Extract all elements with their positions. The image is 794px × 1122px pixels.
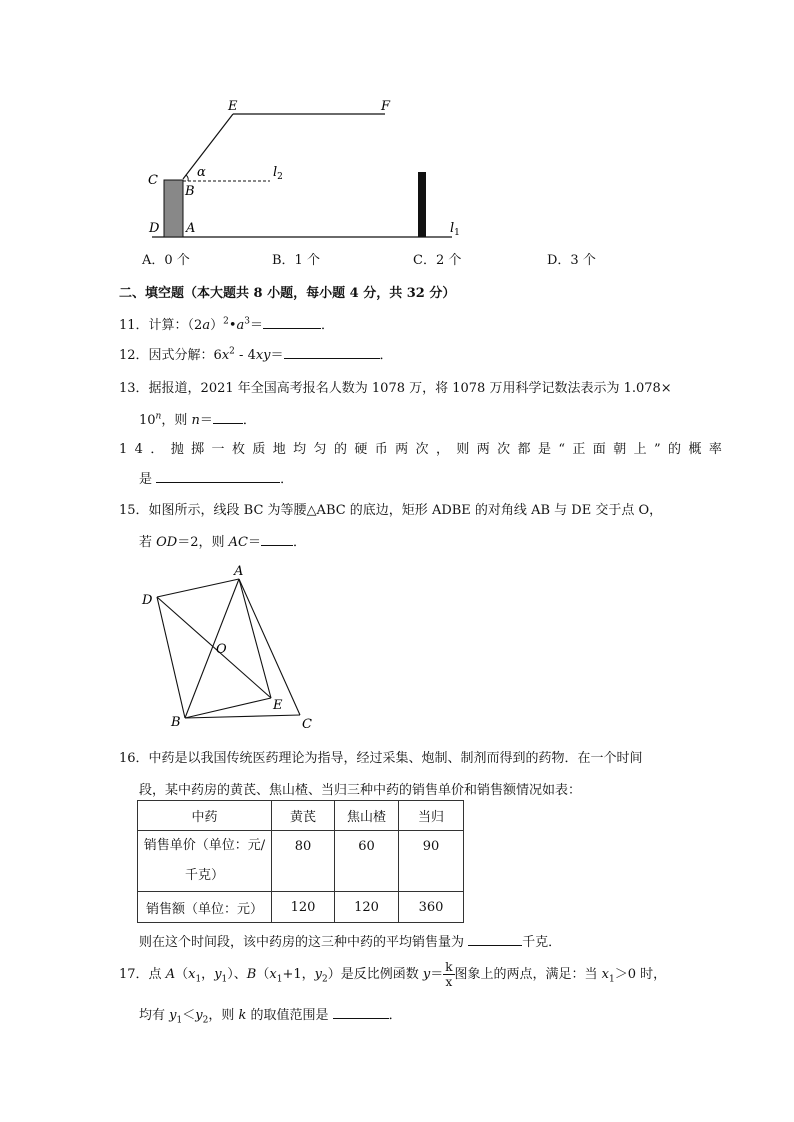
table-cell: 120 — [335, 892, 399, 923]
option-b[interactable]: B．1 个 — [272, 253, 320, 268]
question-17-line-2: 均有 $y_1<y_2$，则 k 的取值范围是 ． — [139, 1008, 402, 1026]
answer-blank-16[interactable] — [468, 933, 522, 946]
table-cell: 销售额（单位：元） — [138, 892, 272, 923]
section-2-title: 二、填空题（本大题共 8 小题，每小题 4 分，共 32 分） — [119, 286, 456, 301]
question-13-line-2: 10$^n$，则 n＝ ． — [139, 411, 256, 428]
question-15-line-2: 若 OD＝2，则 AC＝ ． — [139, 535, 307, 550]
question-16-line-3: 则在这个时间段，该中药房的这三种中药的平均销售量为 千克． — [139, 935, 562, 950]
table-cell: 中药 — [138, 801, 272, 831]
question-15-line-1: 15．如图所示，线段 BC 为等腰△ABC 的底边，矩形 ADBE 的对角线 AB 与 DE 交于点 O， — [119, 503, 663, 518]
segment-ab — [185, 579, 239, 718]
label-c: C — [148, 173, 158, 188]
label-alpha: α — [197, 165, 206, 180]
segment-db — [157, 597, 185, 718]
fraction-k-over-x: $\frac{k}{x}$ — [445, 960, 453, 989]
answer-blank-15[interactable] — [261, 533, 293, 546]
table-row — [138, 892, 464, 923]
answer-blank-12[interactable] — [284, 346, 380, 359]
segment-be — [185, 698, 271, 718]
table-cell: 120 — [272, 892, 335, 923]
label-d: D — [142, 593, 153, 608]
segment-bc — [185, 715, 300, 718]
label-b: B — [171, 715, 181, 730]
pole-cd — [164, 180, 183, 237]
figure-rectangle-triangle — [135, 560, 325, 735]
table-cell: 销售单价（单位：元/ 千克） — [138, 831, 272, 892]
table-cell: 60 — [335, 831, 399, 892]
angle-alpha-arc — [186, 175, 188, 181]
label-b: B — [185, 184, 195, 199]
table-cell: 黄芪 — [272, 801, 335, 831]
option-a[interactable]: A．0 个 — [142, 253, 190, 268]
question-14-line-1: 14．抛掷一枚质地均匀的硬币两次，则两次都是“正面朝上”的概率 — [119, 442, 730, 457]
segment-da — [157, 579, 239, 597]
option-c[interactable]: C．2 个 — [413, 253, 462, 268]
question-12: 12．因式分解：$6x^2$ ‑ 4xy＝ ． — [119, 346, 393, 363]
question-14-line-2: 是 ． — [139, 472, 294, 487]
answer-blank-14[interactable] — [156, 470, 280, 483]
label-c: C — [302, 717, 312, 732]
table-header-row — [138, 801, 464, 831]
segment-be — [183, 114, 233, 179]
question-16-line-1: 16．中药是以我国传统医药理论为指导，经过采集、炮制、制剂而得到的药物．在一个时间 — [119, 751, 643, 766]
label-f: F — [381, 99, 391, 114]
pole-right — [418, 172, 426, 237]
question-11: 11．计算：$(2a)^2•a^3=$ ． — [119, 316, 335, 333]
answer-blank-17[interactable] — [333, 1006, 389, 1019]
table-cell: 当归 — [399, 801, 464, 831]
label-e: E — [228, 99, 238, 114]
table-cell: 焦山楂 — [335, 801, 399, 831]
sales-table — [137, 800, 464, 923]
answer-blank-13[interactable] — [213, 411, 243, 424]
answer-blank-11[interactable] — [263, 316, 321, 329]
option-d[interactable]: D．3 个 — [547, 253, 596, 268]
label-d: D — [149, 221, 160, 236]
table-cell: 90 — [399, 831, 464, 892]
label-l1: $l_1$ — [450, 221, 460, 238]
table-row — [138, 831, 464, 892]
question-16-line-2: 段，某中药房的黄芪、焦山楂、当归三种中药的销售单价和销售额情况如表： — [139, 783, 582, 798]
label-a: A — [234, 564, 244, 579]
table-cell: 80 — [272, 831, 335, 892]
segment-ac — [239, 579, 300, 715]
label-e: E — [273, 698, 283, 713]
label-l2: $l_2$ — [273, 165, 283, 182]
table-cell: 360 — [399, 892, 464, 923]
question-17-line-1: 17．点 $A(x_1$，$y_1$）、$B(x_1+1$，$y_2$）是反比例函数 y＝ $\frac{k}{x}$ 图象上的两点，满足：当 $x_1>0$ 时， — [119, 960, 667, 989]
figure-poles — [130, 90, 470, 250]
label-a: A — [186, 221, 196, 236]
label-o: O — [216, 642, 227, 657]
question-13-line-1: 13．据报道，2021 年全国高考报名人数为 1078 万，将 1078 万用科学记数法表示为 1.078× — [119, 381, 672, 396]
